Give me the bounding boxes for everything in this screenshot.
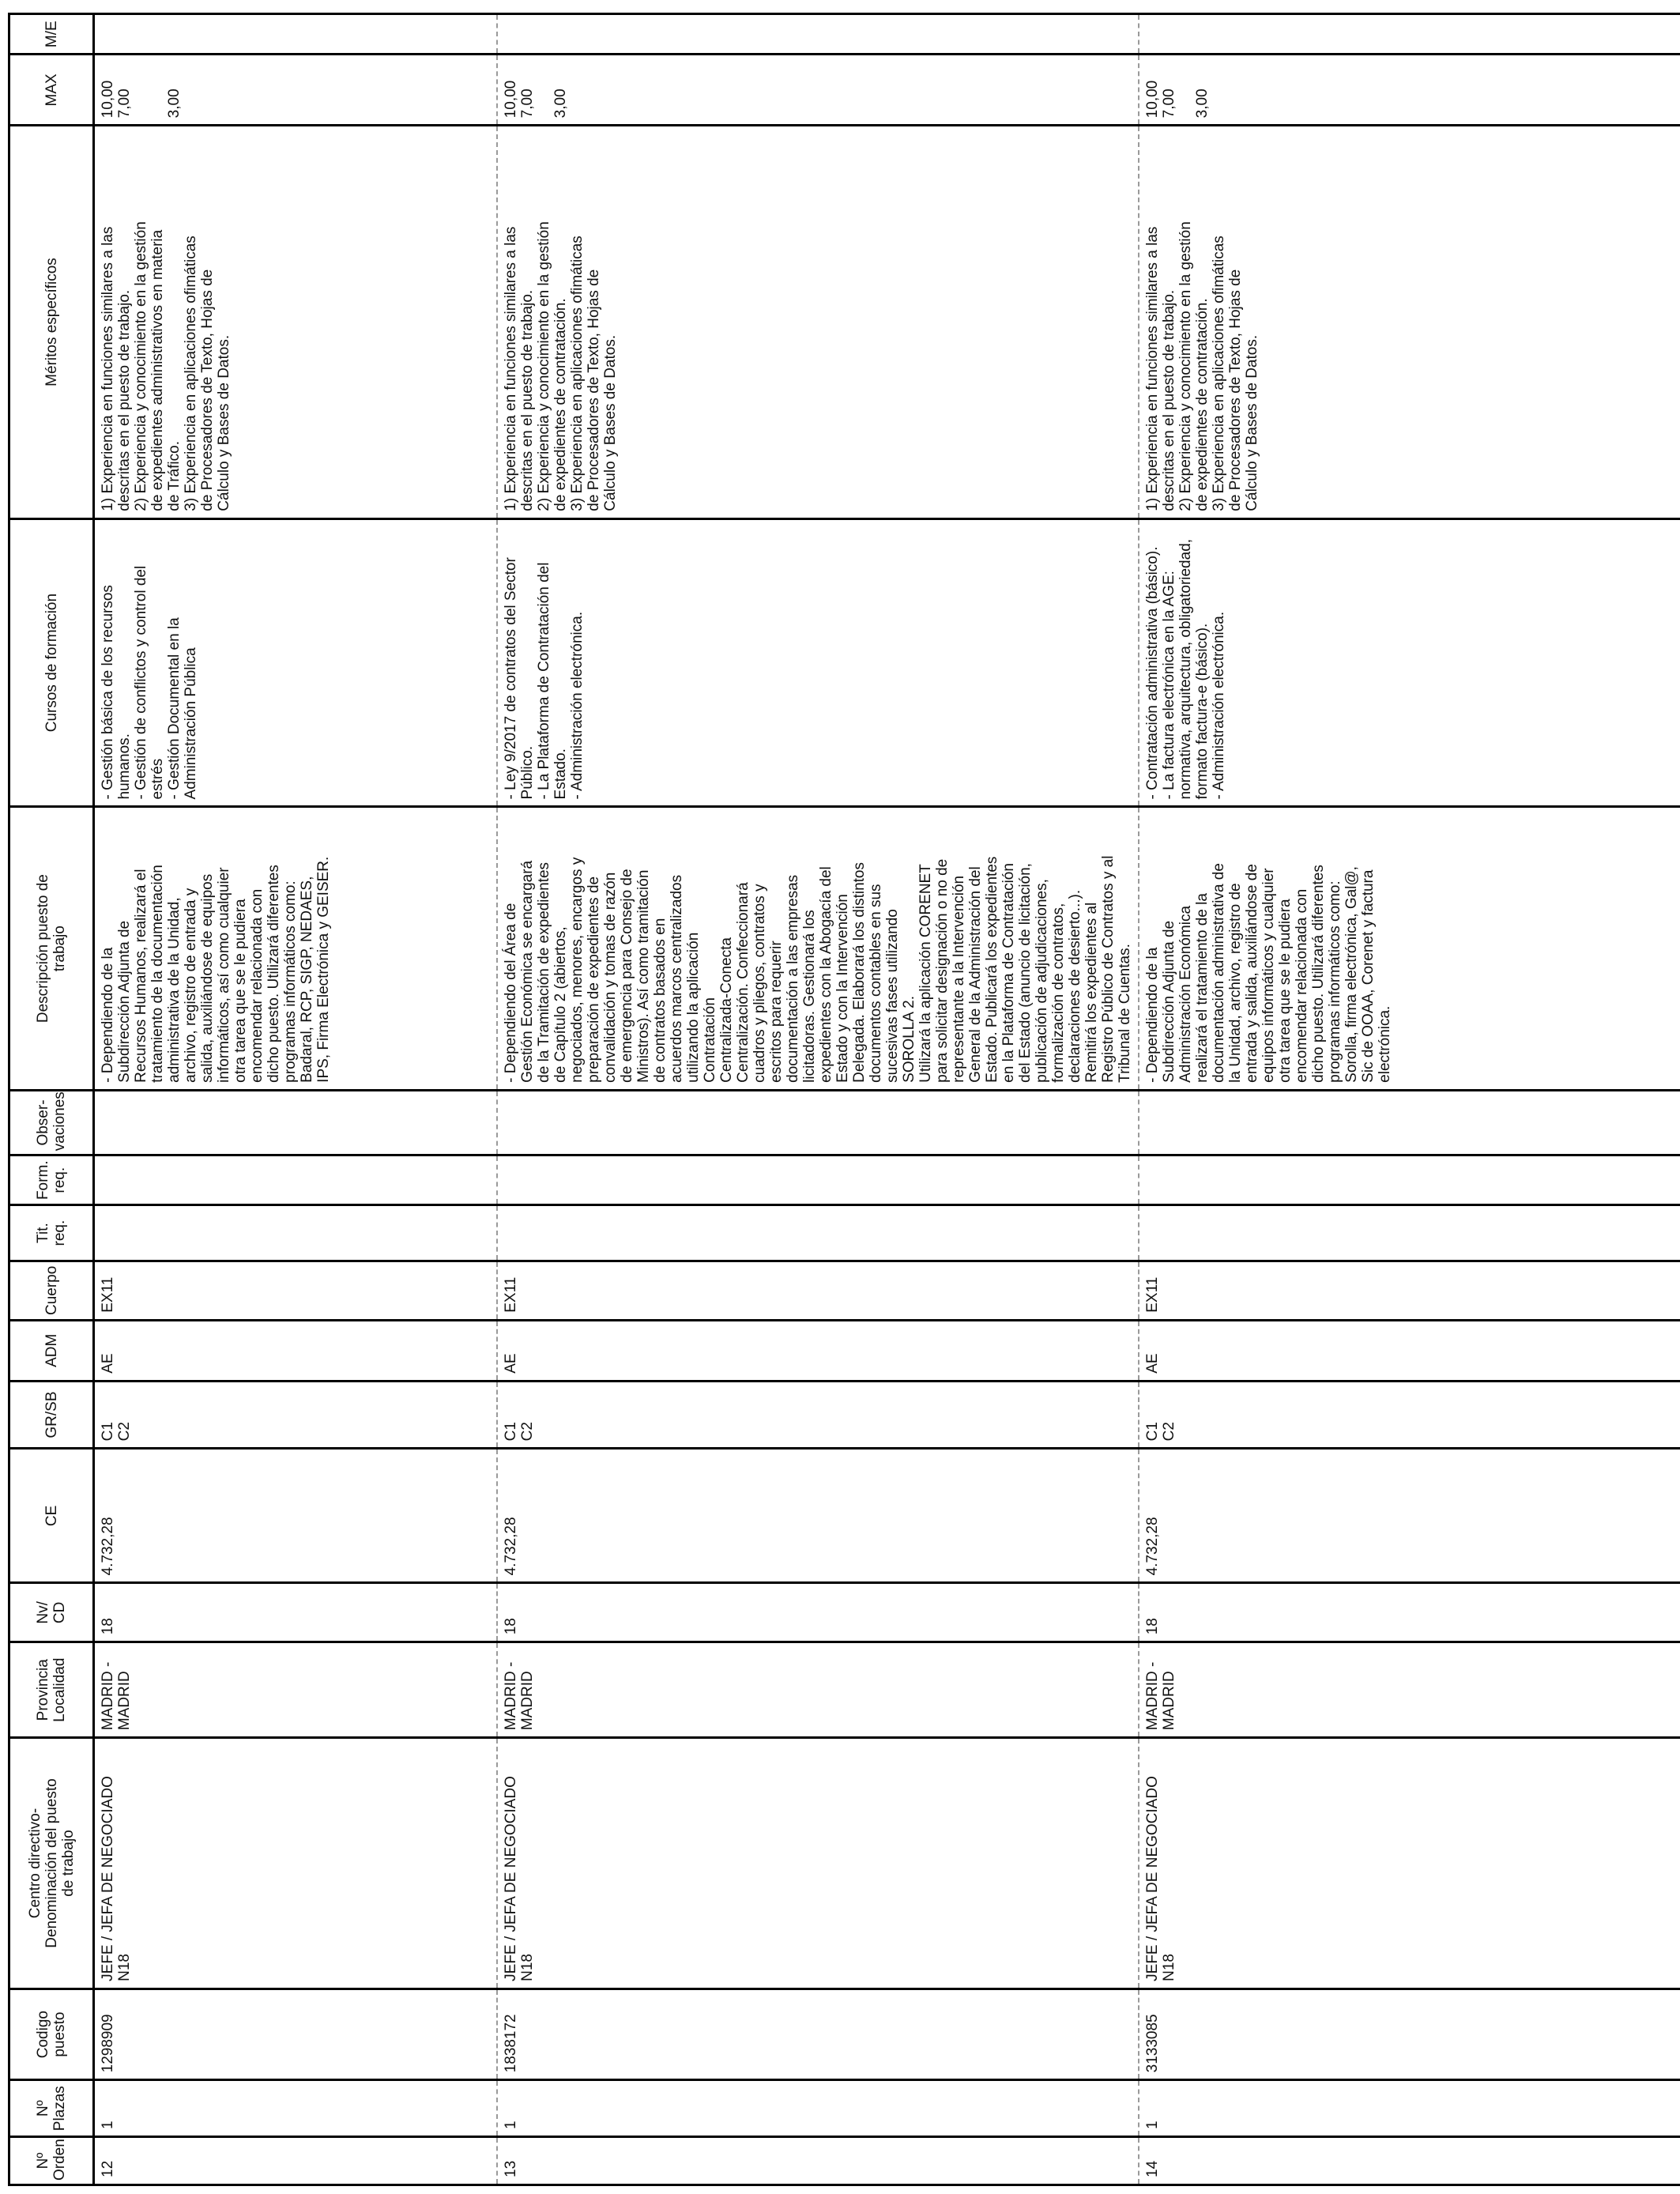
header-cursos: Cursos de formación <box>9 518 94 807</box>
cell-plazas: 1 <box>1139 2080 1680 2137</box>
cell-obs <box>94 1090 498 1155</box>
cell-adm: AE <box>497 1320 1139 1381</box>
cell-form <box>497 1155 1139 1205</box>
header-row <box>9 14 94 2185</box>
header-cuerpo: Cuerpo <box>9 1261 94 1320</box>
cell-descripcion: - Dependiendo de la Subdirección Adjunta de Administración Económica realizará el tratamiento de la documentación administrativa de la Unidad, archivo, registro de entrada y salida, auxiliándose de equipos informáticos y cualquier otra tarea que se le pudiera encomendar relacionada con dicho puesto. Utilizará diferentes programas informáticos como: Sorolla, firma electrónica, Gal@, Sic de OOAA, Corenet y factura electrónica. <box>1139 807 1680 1090</box>
cell-max: 10,00 7,00 3,00 <box>1139 55 1680 126</box>
header-form: Form. req. <box>9 1155 94 1205</box>
table-header <box>9 14 94 2185</box>
header-adm: ADM <box>9 1320 94 1381</box>
cell-orden: 12 <box>94 2137 498 2185</box>
cell-meritos: 1) Experiencia en funciones similares a las descritas en el puesto de trabajo. 2) Experiencia y conocimiento en la gestión de expedientes de contratación. 3) Experiencia en aplicaciones ofimáticas de Procesadores de Texto, Hojas de Cálculo y Bases de Datos. <box>497 126 1139 518</box>
header-me: M/E <box>9 14 94 55</box>
cell-descripcion: - Dependiendo de la Subdirección Adjunta de Recursos Humanos, realizará el tratamiento de la documentación administrativa de la Unidad, archivo, registro de entrada y salida, auxiliándose de equipos informáticos, así como cualquier otra tarea que se le pudiera encomendar relacionada con dicho puesto. Utilizará diferentes programas informáticos como: Badaral, RCP, SIGP, NEDAES, IPS, Firma Electrónica y GEISER. <box>94 807 498 1090</box>
cell-nivel: 18 <box>1139 1583 1680 1642</box>
cell-descripcion: - Dependiendo del Área de Gestión Económica se encargará de la Tramitación de expedientes de Capítulo 2 (abiertos, negociados, menores, encargos y preparación de expedientes de convalidación y tomas de razón de emergencia para Consejo de Ministros). Así como tramitación de contratos basados en acuerdos marcos centralizados utilizando la aplicación Contratación Centralizada-Conecta Centralización. Confeccionará cuadros y pliegos, contratos y escritos para requerir documentación a las empresas licitadoras. Gestionará los expedientes con la Abogacía del Estado y con la Intervención Delegada. Elaborará los distintos documentos contables en sus sucesivas fases utilizando SOROLLA 2. Utilizará la aplicación CORENET para solicitar designación o no de representante a la Intervención General de la Administración del Estado. Publicará los expedientes en la Plataforma de Contratación del Estado (anuncio de licitación, publicación de adjudicaciones, formalización de contratos, declaraciones de desierto...). Remitirá los expedientes al Registro Público de Contratos y al Tribunal de Cuentas. <box>497 807 1139 1090</box>
cell-ce: 4.732,28 <box>94 1449 498 1583</box>
header-meritos: Méritos específicos <box>9 126 94 518</box>
cell-codigo: 1298909 <box>94 1989 498 2080</box>
cell-cursos: - Ley 9/2017 de contratos del Sector Público. - La Plataforma de Contratación del Estado. - Administración electrónica. <box>497 518 1139 807</box>
cell-obs <box>1139 1090 1680 1155</box>
cell-grupo: C1 C2 <box>94 1381 498 1449</box>
table-row <box>94 14 498 2185</box>
header-codigo: Codigo puesto <box>9 1989 94 2080</box>
cell-orden: 14 <box>1139 2137 1680 2185</box>
header-plazas: Nº Plazas <box>9 2080 94 2137</box>
header-nivel: Nv/ CD <box>9 1583 94 1642</box>
cell-grupo: C1 C2 <box>1139 1381 1680 1449</box>
header-grupo: GR/SB <box>9 1381 94 1449</box>
cell-centro: JEFE / JEFA DE NEGOCIADO N18 <box>497 1738 1139 1989</box>
cell-form <box>94 1155 498 1205</box>
cell-provincia: MADRID - MADRID <box>1139 1642 1680 1738</box>
cell-tit <box>497 1205 1139 1261</box>
cell-codigo: 3133085 <box>1139 1989 1680 2080</box>
cell-meritos: 1) Experiencia en funciones similares a las descritas en el puesto de trabajo. 2) Experiencia y conocimiento en la gestión de expedientes de contratación. 3) Experiencia en aplicaciones ofimáticas de Procesadores de Texto, Hojas de Cálculo y Bases de Datos. <box>1139 126 1680 518</box>
header-provincia: Provincia Localidad <box>9 1642 94 1738</box>
cell-obs <box>497 1090 1139 1155</box>
cell-ce: 4.732,28 <box>1139 1449 1680 1583</box>
cell-meritos: 1) Experiencia en funciones similares a las descritas en el puesto de trabajo. 2) Experiencia y conocimiento en la gestión de expedientes administrativos en materia de Tráfico. 3) Experiencia en aplicaciones ofimáticas de Procesadores de Texto, Hojas de Cálculo y Bases de Datos. <box>94 126 498 518</box>
cell-plazas: 1 <box>94 2080 498 2137</box>
cell-centro: JEFE / JEFA DE NEGOCIADO N18 <box>1139 1738 1680 1989</box>
cell-ce: 4.732,28 <box>497 1449 1139 1583</box>
cell-tit <box>1139 1205 1680 1261</box>
cell-me <box>94 14 498 55</box>
rotated-table-wrapper <box>0 5 1675 2194</box>
cell-cursos: - Contratación administrativa (básico). - La factura electrónica en la AGE: normativa, arquitectura, obligatoriedad, formato factura-e (básico). - Administración electrónica. <box>1139 518 1680 807</box>
cell-nivel: 18 <box>94 1583 498 1642</box>
header-tit: Tit. req. <box>9 1205 94 1261</box>
job-positions-table <box>8 13 1680 2186</box>
cell-adm: AE <box>1139 1320 1680 1381</box>
cell-cursos: - Gestión básica de los recursos humanos. - Gestión de conflictos y control del estrés - Gestión Documental en la Administración Pública <box>94 518 498 807</box>
cell-cuerpo: EX11 <box>94 1261 498 1320</box>
cell-provincia: MADRID - MADRID <box>497 1642 1139 1738</box>
cell-adm: AE <box>94 1320 498 1381</box>
header-ce: CE <box>9 1449 94 1583</box>
header-descripcion: Descripción puesto de trabajo <box>9 807 94 1090</box>
cell-cuerpo: EX11 <box>1139 1261 1680 1320</box>
cell-me <box>497 14 1139 55</box>
table-body <box>94 14 1680 2185</box>
cell-grupo: C1 C2 <box>497 1381 1139 1449</box>
header-obs: Obser- vaciones <box>9 1090 94 1155</box>
cell-cuerpo: EX11 <box>497 1261 1139 1320</box>
header-orden: Nº Orden <box>9 2137 94 2185</box>
cell-codigo: 1838172 <box>497 1989 1139 2080</box>
cell-provincia: MADRID - MADRID <box>94 1642 498 1738</box>
cell-centro: JEFE / JEFA DE NEGOCIADO N18 <box>94 1738 498 1989</box>
cell-form <box>1139 1155 1680 1205</box>
header-centro: Centro directivo- Denominación del puesto de trabajo <box>9 1738 94 1989</box>
cell-me <box>1139 14 1680 55</box>
cell-max: 10,00 7,00 3,00 <box>497 55 1139 126</box>
cell-orden: 13 <box>497 2137 1139 2185</box>
cell-plazas: 1 <box>497 2080 1139 2137</box>
header-max: MAX <box>9 55 94 126</box>
cell-nivel: 18 <box>497 1583 1139 1642</box>
cell-tit <box>94 1205 498 1261</box>
table-row <box>497 14 1139 2185</box>
cell-max: 10,00 7,00 3,00 <box>94 55 498 126</box>
table-row <box>1139 14 1680 2185</box>
